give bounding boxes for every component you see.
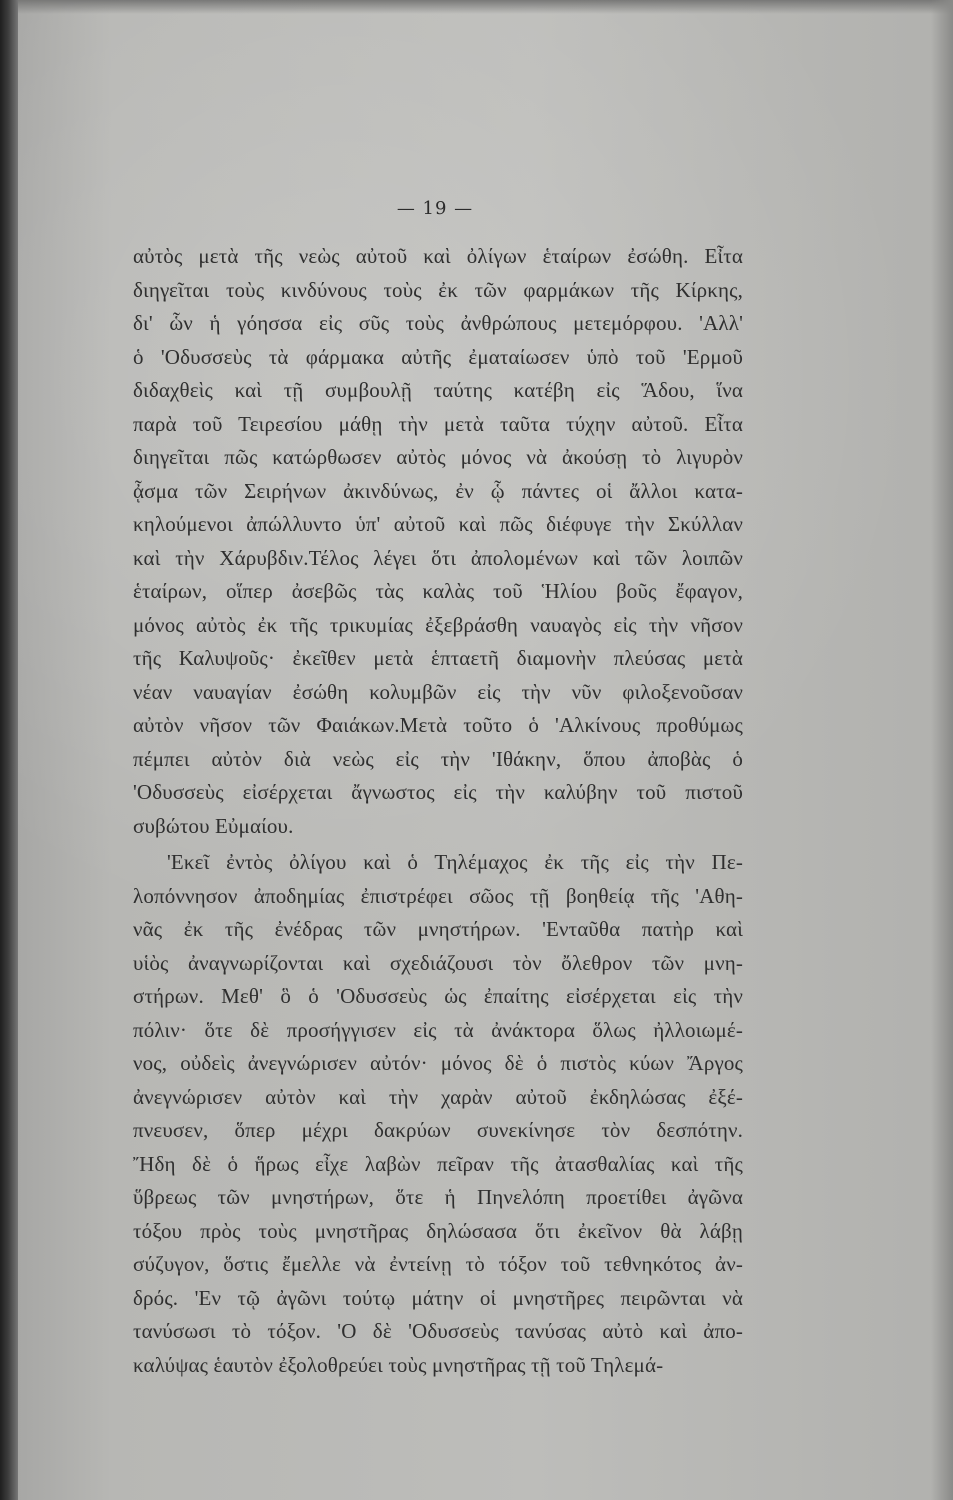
text-line-12: μόνος αὐτὸς ἐκ τῆς τρικυμίας ἐξεβράσθη ναυαγὸς εἰς τὴν νῆσον — [133, 612, 743, 637]
text-line-11: ἑταίρων, οἵπερ ἀσεβῶς τὰς καλὰς τοῦ Ἡλίου βοῦς ἔφαγον, — [133, 579, 743, 603]
page-right-edge — [931, 0, 953, 1500]
text-line-2: διηγεῖται τοὺς κινδύνους τοὺς ἐκ τῶν φαρμάκων τῆς Κίρκης, — [133, 277, 743, 302]
text-line-5: διδαχθεὶς καὶ τῇ συμβουλῇ ταύτης κατέβη εἰς Ἅδου, ἵνα — [133, 378, 743, 402]
text-line-4: ὁ 'Οδυσσεὺς τὰ φάρμακα αὐτῆς ἐματαίωσεν ὑπὸ τοῦ 'Ερμοῦ — [133, 344, 743, 369]
text-line-21: νᾶς ἐκ τῆς ἐνέδρας τῶν μνηστήρων. 'Ενταῦθα πατὴρ καὶ — [133, 917, 743, 941]
text-line-15: αὐτὸν νῆσον τῶν Φαιάκων.Μετὰ τοῦτο ὁ 'Αλκίνους προθύμως — [133, 713, 743, 737]
text-line-26: ἀνεγνώρισεν αὐτὸν καὶ τὴν χαρὰν αὐτοῦ ἐκδηλώσας ἐξέ- — [133, 1084, 743, 1109]
text-line-30: τόξου πρὸς τοὺς μνηστῆρας δηλώσασα ὅτι ἐκεῖνον θὰ λάβῃ — [133, 1218, 743, 1243]
text-line-34: καλύψας ἑαυτὸν ἐξολοθρεύει τοὺς μνηστῆρας τῇ τοῦ Τηλεμά- — [133, 1352, 664, 1377]
text-line-10: καὶ τὴν Χάρυβδιν.Τέλος λέγει ὅτι ἀπολομένων καὶ τῶν λοιπῶν — [133, 545, 743, 570]
text-line-23: στήρων. Μεθ' ὃ ὁ 'Οδυσσεὺς ὡς ἐπαίτης εἰσέρχεται εἰς τὴν — [133, 984, 743, 1008]
text-line-29: ὕβρεως τῶν μνηστήρων, ὅτε ἡ Πηνελόπη προετίθει ἀγῶνα — [133, 1185, 743, 1209]
page-number: — 19 — — [396, 198, 474, 219]
text-line-6: παρὰ τοῦ Τειρεσίου μάθῃ τὴν μετὰ ταῦτα τύχην αὐτοῦ. Εἶτα — [133, 411, 743, 436]
text-line-33: τανύσωσι τὸ τόξον. 'Ο δὲ 'Οδυσσεὺς τανύσας αὐτὸ καὶ ἀπο- — [133, 1319, 743, 1343]
page-top-edge — [18, 0, 953, 14]
text-line-3: δι' ὧν ἡ γόησσα εἰς σῦς τοὺς ἀνθρώπους μετεμόρφου. 'Αλλ' — [133, 311, 743, 335]
text-line-14: νέαν ναυαγίαν ἐσώθη κολυμβῶν εἰς τὴν νῦν φιλοξενοῦσαν — [133, 679, 743, 704]
text-line-25: νος, οὐδεὶς ἀνεγνώρισεν αὐτόν· μόνος δὲ ὁ πιστὸς κύων Ἄργος — [133, 1051, 743, 1075]
page-body-text — [133, 240, 743, 1382]
text-line-1: αὐτὸς μετὰ τῆς νεὼς αὐτοῦ καὶ ὀλίγων ἑταίρων ἐσώθη. Εἶτα — [133, 244, 743, 268]
text-line-20: λοπόννησον ἀποδημίας ἐπιστρέφει σῶος τῇ βοηθείᾳ τῆς 'Αθη- — [133, 883, 743, 908]
text-line-28: Ἤδη δὲ ὁ ἥρως εἶχε λαβὼν πεῖραν τῆς ἀτασθαλίας καὶ τῆς — [133, 1151, 743, 1176]
text-line-9: κηλούμενοι ἀπώλλυντο ὑπ' αὐτοῦ καὶ πῶς διέφυγε τὴν Σκύλλαν — [133, 512, 743, 536]
text-line-16: πέμπει αὐτὸν διὰ νεὼς εἰς τὴν 'Ιθάκην, ὅπου ἀποβὰς ὁ — [133, 746, 743, 771]
text-line-32: δρός. 'Εν τῷ ἀγῶνι τούτῳ μάτην οἱ μνηστῆρες πειρῶνται νὰ — [133, 1285, 743, 1310]
text-line-7: διηγεῖται πῶς κατώρθωσεν αὐτὸς μόνος νὰ ἀκούσῃ τὸ λιγυρὸν — [133, 445, 743, 469]
text-line-17: 'Οδυσσεὺς εἰσέρχεται ἄγνωστος εἰς τὴν καλύβην τοῦ πιστοῦ — [133, 780, 743, 804]
text-line-22: υἱὸς ἀναγνωρίζονται καὶ σχεδιάζουσι τὸν ὄλεθρον τῶν μνη- — [133, 950, 743, 975]
text-line-18: συβώτου Εὐμαίου. — [133, 813, 294, 838]
text-line-24: πόλιν· ὅτε δὲ προσήγγισεν εἰς τὰ ἀνάκτορα ὅλως ἠλλοιωμέ- — [133, 1017, 743, 1042]
text-line-13: τῆς Καλυψοῦς· ἐκεῖθεν μετὰ ἑπταετῆ διαμονὴν πλεύσας μετὰ — [133, 646, 743, 670]
text-line-19: 'Εκεῖ ἐντὸς ὀλίγου καὶ ὁ Τηλέμαχος ἐκ τῆς εἰς τὴν Πε- — [167, 850, 743, 874]
text-line-27: πνευσεν, ὅπερ μέχρι δακρύων συνεκίνησε τὸν δεσπότην. — [133, 1118, 743, 1142]
text-line-31: σύζυγον, ὅστις ἔμελλε νὰ ἐντείνῃ τὸ τόξον τοῦ τεθνηκότος ἀν- — [133, 1252, 743, 1276]
text-line-8: ᾆσμα τῶν Σειρήνων ἀκινδύνως, ἐν ᾧ πάντες οἱ ἄλλοι κατα- — [133, 478, 743, 503]
binding-shadow — [0, 0, 18, 1500]
paper-page — [18, 0, 953, 1500]
